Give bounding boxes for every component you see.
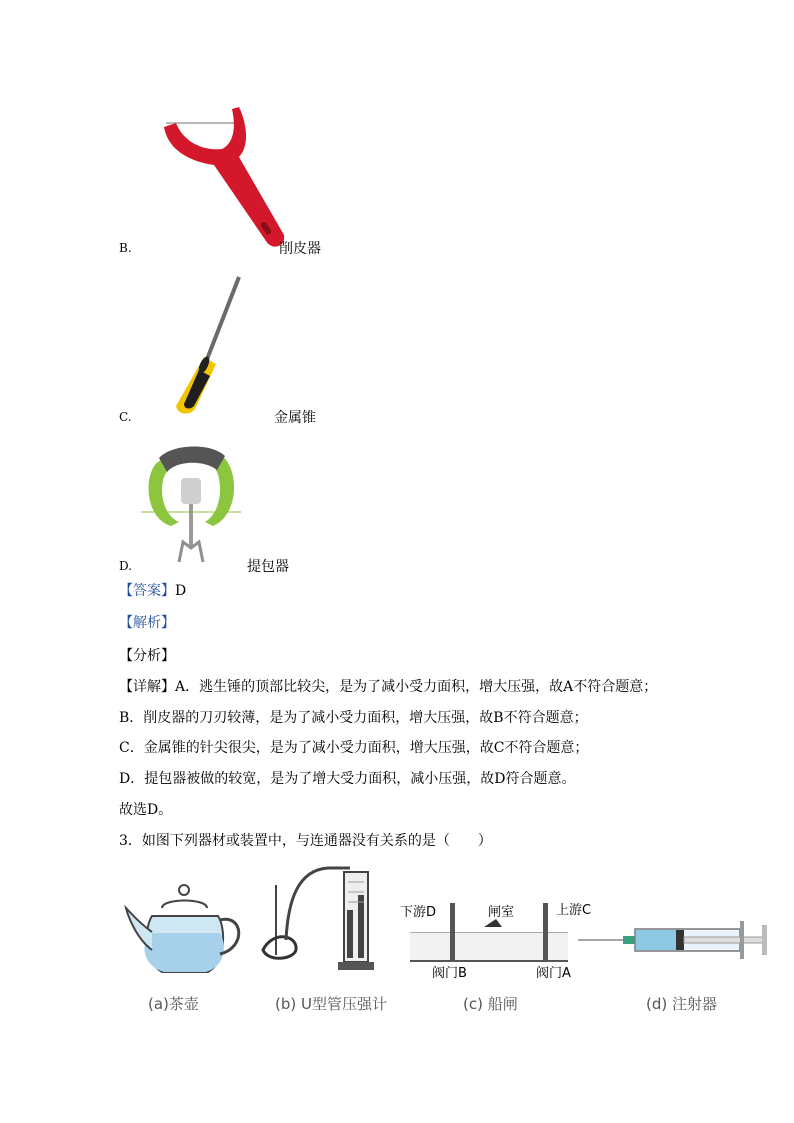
detail-line-a [119, 676, 657, 696]
question-3: 3．如图下列器材或装置中，与连通器没有关系的是（ ） [119, 833, 492, 849]
ship-lock-chamber: 闸室 [488, 905, 515, 920]
option-d [119, 430, 349, 575]
option-c-letter: C. [119, 410, 132, 424]
option-d-letter: D. [119, 559, 133, 573]
figure-b-label: (b) U型管压强计 [275, 995, 387, 1013]
u-tube-manometer-image [258, 860, 378, 978]
option-b-caption: 削皮器 [279, 241, 321, 257]
figure-d-label: (d) 注射器 [646, 995, 717, 1013]
teapot-image [122, 878, 247, 978]
option-c-caption: 金属锥 [274, 410, 316, 426]
detail-tag: 【详解】 [119, 679, 175, 695]
option-d-caption: 提包器 [247, 559, 289, 575]
detail-d: D．提包器被做的较宽，是为了增大受力面积，减小压强，故D符合题意。 [119, 771, 576, 787]
detail-b: B．削皮器的刀刃较薄，是为了减小受力面积，增大压强，故B不符合题意； [119, 710, 588, 726]
answer-tag: 【答案】 [119, 583, 175, 599]
option-b-letter: B. [119, 241, 132, 255]
option-b [119, 95, 349, 255]
ship-lock-valve-b: 阀门B [432, 966, 467, 981]
conclusion: 故选D。 [119, 802, 173, 818]
figure-a-label: (a)茶壶 [148, 995, 199, 1013]
ship-lock-downstream: 下游D [400, 905, 437, 920]
fenxi-tag: 【分析】 [119, 648, 175, 664]
option-c [119, 272, 349, 427]
answer-value: D [175, 583, 187, 599]
ship-lock-valve-a: 阀门A [536, 966, 571, 981]
syringe-image [578, 915, 773, 965]
analysis-tag: 【解析】 [119, 615, 175, 631]
detail-c: C．金属锥的针尖很尖，是为了减小受力面积，增大压强，故C不符合题意； [119, 740, 589, 756]
figure-c-label: (c) 船闸 [463, 995, 518, 1013]
detail-a: A．逃生锤的顶部比较尖，是为了减小受力面积，增大压强，故A不符合题意； [175, 679, 658, 695]
bag-handle-image [141, 430, 241, 570]
answer-line [119, 580, 186, 600]
ship-lock-upstream: 上游C [556, 903, 592, 918]
awl-image [144, 272, 274, 417]
peeler-image [144, 95, 304, 255]
